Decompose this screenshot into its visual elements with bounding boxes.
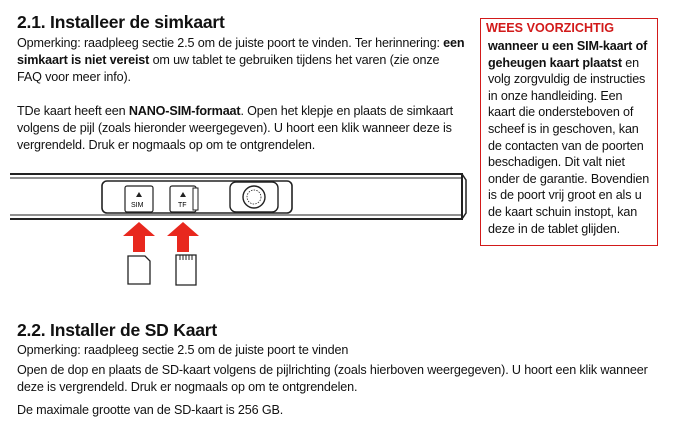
sim-arrow-icon xyxy=(123,222,155,252)
sd-max-size-line: De maximale grootte van de SD-kaart is 256 GB. xyxy=(17,403,284,417)
sd-note-line: Opmerking: raadpleeg sectie 2.5 om de juiste poort te vinden xyxy=(17,343,349,357)
sim-note-text-bold: een simkaart is niet vereist xyxy=(17,36,465,67)
warning-text-rest: en volg zorgvuldig de instructies in onze handleiding. Een kaart die ondersteboven of scheef is in geschoven, kan de contacten van de poorten beschadigen. Dit valt niet onder de garantie. Bovendien is de poort vrij groot en als u de kaart schuin instopt, kan deze in de tablet glijden. xyxy=(488,55,650,236)
sd-instructions-paragraph: Open de dop en plaats de SD-kaart volgens de pijlrichting (zoals hierboven weergegeven). U hoort een klik wanneer deze is vergrendeld. Druk er nogmaals op om te ontgrendelen. xyxy=(17,363,648,394)
section-title-sim: 2.1. Installeer de simkaart xyxy=(17,12,225,32)
tf-slot-label: TF xyxy=(178,202,187,209)
warning-text xyxy=(488,38,652,237)
sim-format-text-bold: NANO-SIM-formaat xyxy=(128,104,241,118)
sim-note-text-c: om uw tablet te gebruiken tijdens het varen (zie onze FAQ voor meer info). xyxy=(17,53,440,84)
warning-box xyxy=(480,18,658,246)
sim-instructions-paragraph xyxy=(17,103,457,154)
sd-card-icon xyxy=(176,255,196,285)
sim-tray-diagram xyxy=(10,164,472,300)
sim-format-text-c: . Open het klepje en plaats de simkaart volgens de pijl (zoals hieronder weergegeven). U hoort een klik wanneer deze is vergrendeld. Druk er nogmaals op om te ontgrendelen. xyxy=(17,104,454,152)
section-title-sd: 2.2. Installer de SD Kaart xyxy=(17,320,218,340)
sim-slot-label: SIM xyxy=(131,202,144,209)
round-port-button xyxy=(230,182,278,212)
warning-text-bold: wanneer u een SIM-kaart of geheugen kaart plaatst xyxy=(488,39,648,70)
sim-note-paragraph xyxy=(17,35,465,86)
sim-format-text-a: TDe kaart heeft een xyxy=(17,104,129,118)
sim-card-icon xyxy=(128,256,150,284)
warning-title: WEES VOORZICHTIG xyxy=(486,21,615,35)
tf-arrow-icon xyxy=(167,222,199,252)
sim-note-text-a: Opmerking: raadpleeg sectie 2.5 om de juiste poort te vinden. Ter herinnering: xyxy=(17,36,444,50)
